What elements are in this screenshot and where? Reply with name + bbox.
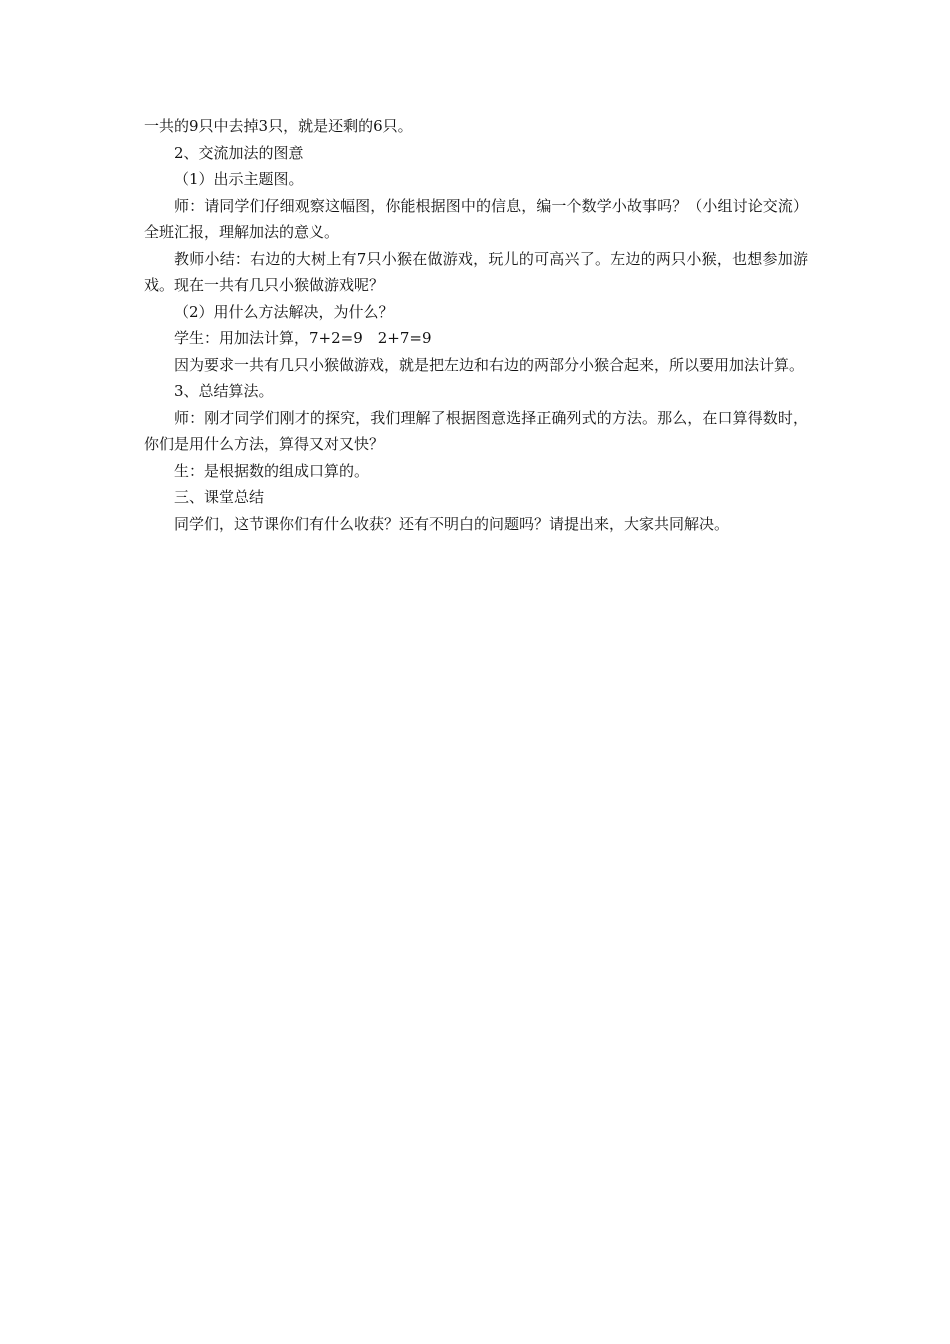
paragraph-closing: 同学们，这节课你们有什么收获？还有不明白的问题吗？请提出来，大家共同解决。 <box>174 514 730 533</box>
step-show-theme-picture: （1）出示主题图。 <box>174 170 304 188</box>
paragraph-student-answer: 学生：用加法计算，7+2=9 2+7=9 <box>174 329 432 347</box>
document-body <box>144 113 808 537</box>
section-heading-class-summary: 三、课堂总结 <box>174 488 265 506</box>
section-heading-addition-meaning: 2、交流加法的图意 <box>174 143 304 162</box>
paragraph-teacher-explore: 师：刚才同学们刚才的探究，我们理解了根据图意选择正确列式的方法。那么，在口算得数时，你们是用什么方法，算得又对又快？ <box>144 408 808 453</box>
paragraph-teacher-question: 师：请同学们仔细观察这幅图，你能根据图中的信息，编一个数学小故事吗？（小组讨论交流）全班汇报，理解加法的意义。 <box>144 196 808 241</box>
paragraph-reason: 因为要求一共有几只小猴做游戏，就是把左边和右边的两部分小猴合起来，所以要用加法计算。 <box>174 355 805 374</box>
paragraph-continuation: 一共的9只中去掉3只，就是还剩的6只。 <box>144 117 413 135</box>
paragraph-teacher-summary: 教师小结：右边的大树上有7只小猴在做游戏，玩儿的可高兴了。左边的两只小猴，也想参加游戏。现在一共有几只小猴做游戏呢？ <box>144 249 808 294</box>
section-heading-summarize-algorithm: 3、总结算法。 <box>174 382 274 400</box>
step-which-method: （2）用什么方法解决，为什么？ <box>174 302 394 321</box>
paragraph-student-reply: 生：是根据数的组成口算的。 <box>174 461 370 480</box>
